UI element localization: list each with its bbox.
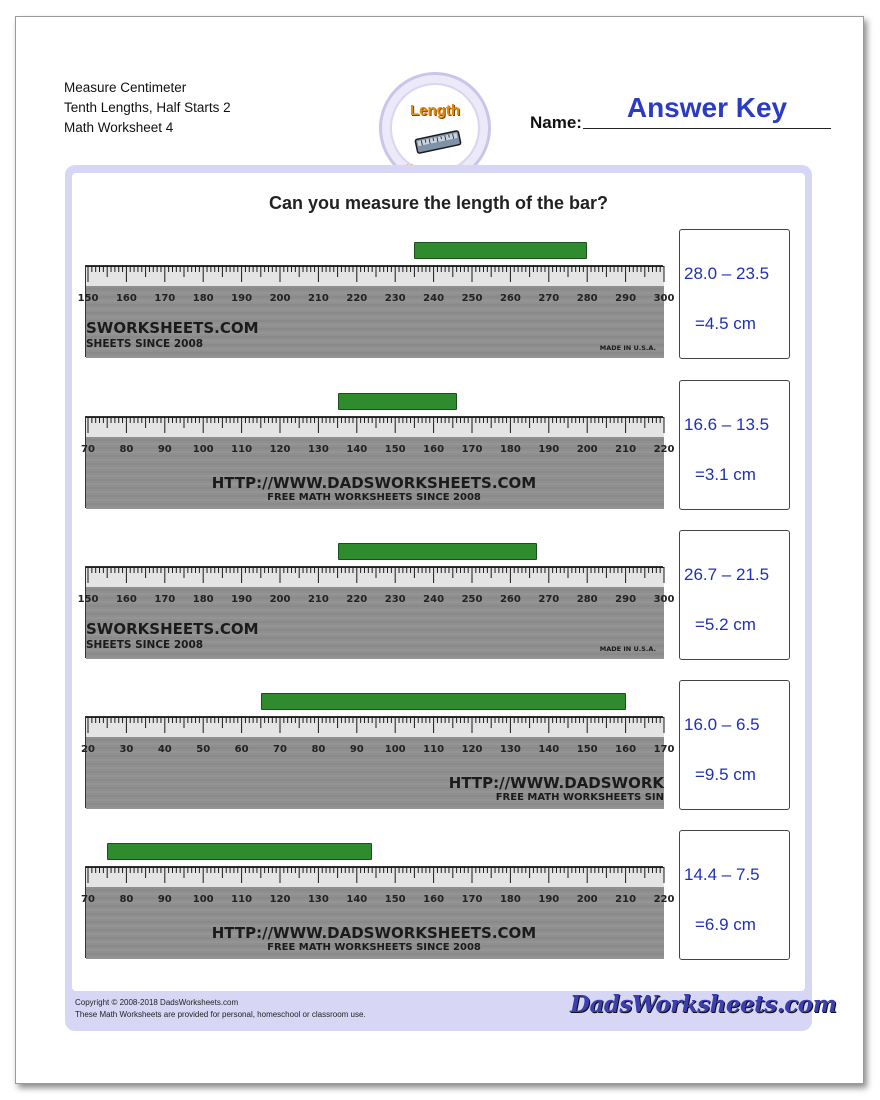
- title-line-3: Math Worksheet 4: [64, 120, 174, 135]
- ruler-tick-label: 210: [615, 894, 637, 905]
- ruler-tick-label: 150: [384, 894, 406, 905]
- answer-box: [679, 530, 790, 660]
- ruler-tick-label: 140: [346, 444, 368, 455]
- answer-box: [679, 229, 790, 359]
- measured-bar: [338, 543, 538, 560]
- answer-subtraction: 16.0 – 6.5: [684, 715, 760, 734]
- ruler-tick-label: 170: [461, 894, 483, 905]
- ruler-brand-text: MADE IN U.S.A.: [599, 344, 656, 352]
- ruler-tick-label: 110: [423, 744, 445, 755]
- ruler-tick-label: 130: [307, 894, 329, 905]
- ruler-tick-label: 130: [307, 444, 329, 455]
- ruler-tick-label: 80: [119, 444, 134, 455]
- ruler-tick-label: 130: [499, 744, 521, 755]
- ruler-tick-label: 100: [192, 444, 214, 455]
- answer-result: =4.5 cm: [695, 314, 756, 333]
- ruler-tick-label: 270: [538, 594, 560, 605]
- ruler-tick-label: 30: [119, 744, 134, 755]
- answer-subtraction: 26.7 – 21.5: [684, 565, 770, 584]
- ruler-tick-label: 170: [461, 444, 483, 455]
- ruler-tick-label: 210: [307, 594, 329, 605]
- worksheet-title: [64, 78, 231, 138]
- problem-4: [72, 680, 805, 812]
- ruler-graphic: [81, 717, 675, 809]
- title-line-1: Measure Centimeter: [64, 80, 187, 95]
- ruler-tick-label: 170: [154, 293, 176, 304]
- centimeter-ruler: [81, 716, 675, 808]
- answer-result: =3.1 cm: [695, 465, 756, 484]
- ruler-tick-label: 260: [499, 594, 521, 605]
- ruler-tick-label: 50: [196, 744, 211, 755]
- answer-result: =5.2 cm: [695, 615, 756, 634]
- measured-bar: [414, 242, 587, 259]
- centimeter-ruler: [81, 866, 675, 958]
- worksheet-page: [15, 16, 864, 1084]
- problem-2: [72, 380, 805, 512]
- problem-3: [72, 530, 805, 662]
- answer-key-text: Answer Key: [626, 92, 788, 123]
- measured-bar: [338, 393, 457, 410]
- ruler-tick-label: 160: [423, 894, 445, 905]
- problem-1: [72, 229, 805, 361]
- ruler-tick-label: 150: [576, 744, 598, 755]
- ruler-tick-label: 230: [384, 594, 406, 605]
- ruler-tick-label: 80: [119, 894, 134, 905]
- ruler-tick-label: 190: [538, 894, 560, 905]
- ruler-tick-label: 100: [192, 894, 214, 905]
- ruler-tick-label: 200: [269, 594, 291, 605]
- centimeter-ruler: [81, 416, 675, 508]
- ruler-tick-label: 40: [157, 744, 172, 755]
- ruler-tick-label: 170: [653, 744, 675, 755]
- ruler-icon: [414, 127, 462, 157]
- answer-box: [679, 680, 790, 810]
- ruler-graphic: [77, 266, 675, 358]
- ruler-tick-label: 290: [615, 293, 637, 304]
- ruler-tick-label: 220: [346, 594, 368, 605]
- problems-panel: [72, 173, 805, 991]
- problem-5: [72, 830, 805, 962]
- ruler-brand-text: HTTP://WWW.DADSWORKSHEETS.COM: [211, 924, 537, 942]
- centimeter-ruler: [77, 265, 675, 357]
- ruler-brand-text: HTTP://WWW.DADSWORK: [448, 774, 664, 792]
- ruler-brand-text: SHEETS SINCE 2008: [86, 639, 204, 651]
- answer-result: =6.9 cm: [695, 915, 756, 934]
- ruler-tick-label: 220: [653, 894, 675, 905]
- logo-word-length: Length: [410, 102, 460, 119]
- ruler-tick-label: 270: [538, 293, 560, 304]
- footer-copyright: [75, 997, 366, 1021]
- ruler-tick-label: 280: [576, 594, 598, 605]
- copyright-text: Copyright © 2008-2018 DadsWorksheets.com: [75, 998, 239, 1007]
- ruler-tick-label: 120: [269, 894, 291, 905]
- ruler-tick-label: 230: [384, 293, 406, 304]
- ruler-tick-label: 170: [154, 594, 176, 605]
- ruler-brand-text: HTTP://WWW.DADSWORKSHEETS.COM: [211, 474, 537, 492]
- ruler-tick-label: 150: [77, 594, 99, 605]
- answer-subtraction: 16.6 – 13.5: [684, 415, 770, 434]
- ruler-tick-label: 180: [192, 293, 214, 304]
- ruler-tick-label: 140: [346, 894, 368, 905]
- ruler-brand-text: SWORKSHEETS.COM: [86, 319, 259, 337]
- ruler-tick-label: 220: [653, 444, 675, 455]
- ruler-tick-label: 190: [231, 594, 253, 605]
- ruler-tick-label: 240: [423, 293, 445, 304]
- ruler-tick-label: 250: [461, 594, 483, 605]
- ruler-tick-label: 150: [384, 444, 406, 455]
- ruler-tick-label: 190: [538, 444, 560, 455]
- answer-subtraction: 14.4 – 7.5: [684, 865, 760, 884]
- ruler-tick-label: 190: [231, 293, 253, 304]
- ruler-tick-label: 210: [615, 444, 637, 455]
- ruler-tick-label: 160: [115, 293, 137, 304]
- ruler-tick-label: 60: [234, 744, 249, 755]
- measured-bar: [107, 843, 372, 860]
- ruler-tick-label: 240: [423, 594, 445, 605]
- ruler-brand-text: SWORKSHEETS.COM: [86, 620, 259, 638]
- ruler-graphic: [81, 417, 675, 509]
- title-line-2: Tenth Lengths, Half Starts 2: [64, 100, 231, 115]
- answer-box: [679, 380, 790, 510]
- ruler-tick-label: 90: [157, 444, 172, 455]
- ruler-graphic: [81, 867, 675, 959]
- ruler-tick-label: 210: [307, 293, 329, 304]
- measured-bar: [261, 693, 626, 710]
- ruler-tick-label: 120: [461, 744, 483, 755]
- answer-result: =9.5 cm: [695, 765, 756, 784]
- ruler-tick-label: 160: [615, 744, 637, 755]
- name-line: [583, 128, 831, 129]
- dadsworksheets-logo[interactable]: DadsWorksheets.com: [570, 991, 837, 1018]
- ruler-tick-label: 140: [538, 744, 560, 755]
- problems-frame: [65, 165, 837, 1031]
- ruler-tick-label: 200: [576, 894, 598, 905]
- ruler-tick-label: 290: [615, 594, 637, 605]
- ruler-tick-label: 300: [653, 293, 675, 304]
- ruler-brand-text: SHEETS SINCE 2008: [86, 338, 204, 350]
- ruler-tick-label: 150: [77, 293, 99, 304]
- ruler-tick-label: 200: [269, 293, 291, 304]
- ruler-tick-label: 220: [346, 293, 368, 304]
- ruler-tick-label: 160: [423, 444, 445, 455]
- ruler-tick-label: 90: [349, 744, 364, 755]
- ruler-tick-label: 250: [461, 293, 483, 304]
- name-label: Name:: [530, 113, 582, 132]
- usage-note: These Math Worksheets are provided for personal, homeschool or classroom use.: [75, 1010, 366, 1019]
- ruler-tick-label: 70: [273, 744, 287, 755]
- ruler-tick-label: 200: [576, 444, 598, 455]
- ruler-brand-text: FREE MATH WORKSHEETS SINCE 2008: [267, 492, 481, 503]
- ruler-tick-label: 110: [231, 444, 253, 455]
- ruler-tick-label: 180: [192, 594, 214, 605]
- ruler-tick-label: 110: [231, 894, 253, 905]
- ruler-tick-label: 160: [115, 594, 137, 605]
- answer-box: [679, 830, 790, 960]
- ruler-graphic: [77, 567, 675, 659]
- ruler-tick-label: 100: [384, 744, 406, 755]
- ruler-tick-label: 80: [311, 744, 326, 755]
- centimeter-ruler: [77, 566, 675, 658]
- ruler-brand-text: FREE MATH WORKSHEETS SIN: [495, 792, 664, 803]
- ruler-tick-label: 90: [157, 894, 172, 905]
- ruler-tick-label: 180: [499, 894, 521, 905]
- ruler-brand-text: FREE MATH WORKSHEETS SINCE 2008: [267, 942, 481, 953]
- ruler-tick-label: 300: [653, 594, 675, 605]
- ruler-tick-label: 280: [576, 293, 598, 304]
- answer-subtraction: 28.0 – 23.5: [684, 264, 770, 283]
- ruler-tick-label: 120: [269, 444, 291, 455]
- ruler-tick-label: 180: [499, 444, 521, 455]
- ruler-brand-text: MADE IN U.S.A.: [599, 645, 656, 653]
- question-text: Can you measure the length of the bar?: [268, 193, 609, 213]
- ruler-tick-label: 70: [81, 894, 95, 905]
- ruler-tick-label: 70: [81, 444, 95, 455]
- ruler-tick-label: 20: [81, 744, 95, 755]
- ruler-tick-label: 260: [499, 293, 521, 304]
